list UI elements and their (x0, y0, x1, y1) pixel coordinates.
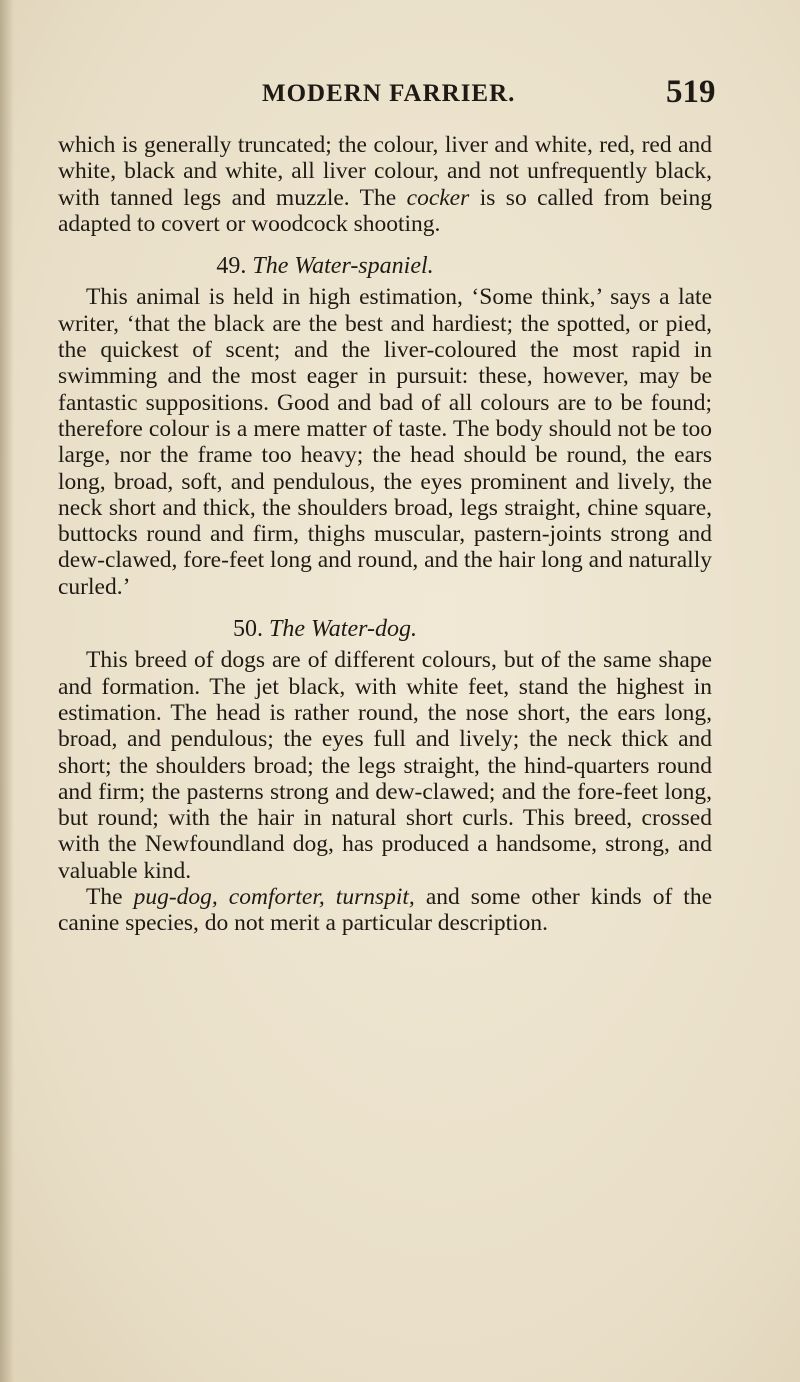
paragraph-water-dog: This breed of dogs are of different colours, but of the same shape and formation. The jet black, with white feet, stand the highest in estimation. The head is rather round, the nose short, the ears long, broad, and pendulous; the eyes full and lively; the neck thick and short; the shoulders broad; the legs straight, the hind-quarters round and firm; the pasterns strong and dew-clawed; and the fore-feet long, but round; with the hair in natural short curls. This breed, crossed with the Newfoundland dog, has produced a handsome, strong, and valuable kind. (58, 647, 712, 884)
section-number: 49. (216, 253, 247, 280)
section-heading-49 (58, 253, 712, 279)
section-number: 50. (233, 616, 264, 643)
paragraph-text: is so called from being adapted to covert or woodcock shooting. (58, 184, 712, 237)
section-heading-50 (58, 616, 712, 642)
section-title: The Water-spaniel. (252, 253, 434, 280)
paragraph-cocker (58, 132, 712, 237)
section-title: The Water-dog. (269, 616, 417, 643)
running-head: MODERN FARRIER. (262, 80, 516, 107)
page-header (0, 74, 800, 114)
paragraph-text: and some other kinds of the canine species, do not merit a particular description. (58, 884, 713, 937)
paragraph-pug-dog (58, 884, 712, 937)
paragraph-text: which is generally truncated; the colour, liver and white, red, red and white, black and white, all liver colour, and not unfrequently black, with tanned legs and muzzle. The (58, 132, 712, 211)
emphasis-dog-kinds: pug-dog, comforter, turnspit, (133, 884, 415, 911)
body-text (58, 132, 712, 937)
paragraph-text: The (86, 884, 134, 911)
paragraph-water-spaniel: This animal is held in high estimation, ‘Some think,’ says a late writer, ‘that the black are the best and hardiest; the spotted, or pied, the quickest of scent; and the liver-coloured the most rapid in swimming and the most eager in pursuit: these, however, may be fantastic suppositions. Good and bad of all colours are to be found; therefore colour is a mere matter of taste. The body should not be too large, nor the frame too heavy; the head should be round, the ears long, broad, soft, and pendulous, the eyes prominent and lively, the neck short and thick, the shoulders broad, legs straight, chine square, buttocks round and firm, thighs muscular, pastern-joints strong and dew-clawed, fore-feet long and round, and the hair long and naturally curled.’ (58, 284, 712, 600)
page-gutter-shadow (0, 0, 14, 1382)
page-number: 519 (666, 74, 716, 110)
emphasis-cocker: cocker (406, 184, 470, 211)
